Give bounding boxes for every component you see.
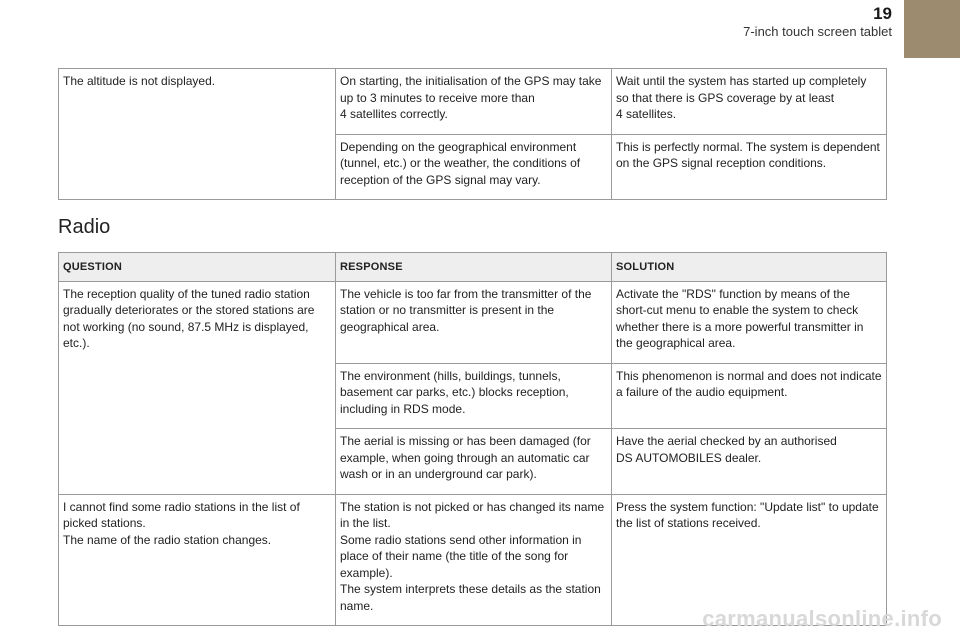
column-header-question: QUESTION [59,253,336,282]
response-cell: Depending on the geographical environment (tunnel, etc.) or the weather, the conditions of reception of the GPS signal may vary. [336,134,612,200]
radio-troubleshooting-table [58,252,887,626]
radio-heading: Radio [58,216,111,238]
response-cell: The station is not picked or has changed its name in the list. Some radio stations send other information in place of their name (the title of the song for example). The system interprets these details as the station name. [336,494,612,626]
question-cell: The reception quality of the tuned radio station gradually deteriorates or the stored stations are not working (no sound, 87.5 MHz is displayed, etc.). [59,281,336,494]
response-cell: The vehicle is too far from the transmitter of the station or no transmitter is present in the geographical area. [336,281,612,363]
response-cell: On starting, the initialisation of the GPS may take up to 3 minutes to receive more than 4 satellites correctly. [336,69,612,135]
solution-cell: Activate the "RDS" function by means of the short-cut menu to enable the system to check whether there is a more powerful transmitter in the geographical area. [612,281,887,363]
question-cell: I cannot find some radio stations in the list of picked stations. The name of the radio station changes. [59,494,336,626]
column-header-solution: SOLUTION [612,253,887,282]
question-cell: The altitude is not displayed. [59,69,336,200]
solution-cell: This is perfectly normal. The system is dependent on the GPS signal reception conditions. [612,134,887,200]
solution-cell: Press the system function: "Update list" to update the list of stations received. [612,494,887,626]
table-row [59,69,887,135]
watermark: carmanualsonline.info [702,606,942,631]
column-header-response: RESPONSE [336,253,612,282]
response-cell: The environment (hills, buildings, tunnels, basement car parks, etc.) blocks reception, including in RDS mode. [336,363,612,429]
solution-cell: Wait until the system has started up completely so that there is GPS coverage by at least 4 satellites. [612,69,887,135]
page-number: 19 [873,4,892,23]
corner-tab [904,0,960,58]
solution-cell: Have the aerial checked by an authorised DS AUTOMOBILES dealer. [612,429,887,495]
table-header-row [59,253,887,282]
response-cell: The aerial is missing or has been damaged (for example, when going through an automatic car wash or in an underground car park). [336,429,612,495]
section-title: 7-inch touch screen tablet [743,24,892,39]
table-row [59,281,887,363]
gps-troubleshooting-table [58,68,887,200]
solution-cell: This phenomenon is normal and does not indicate a failure of the audio equipment. [612,363,887,429]
